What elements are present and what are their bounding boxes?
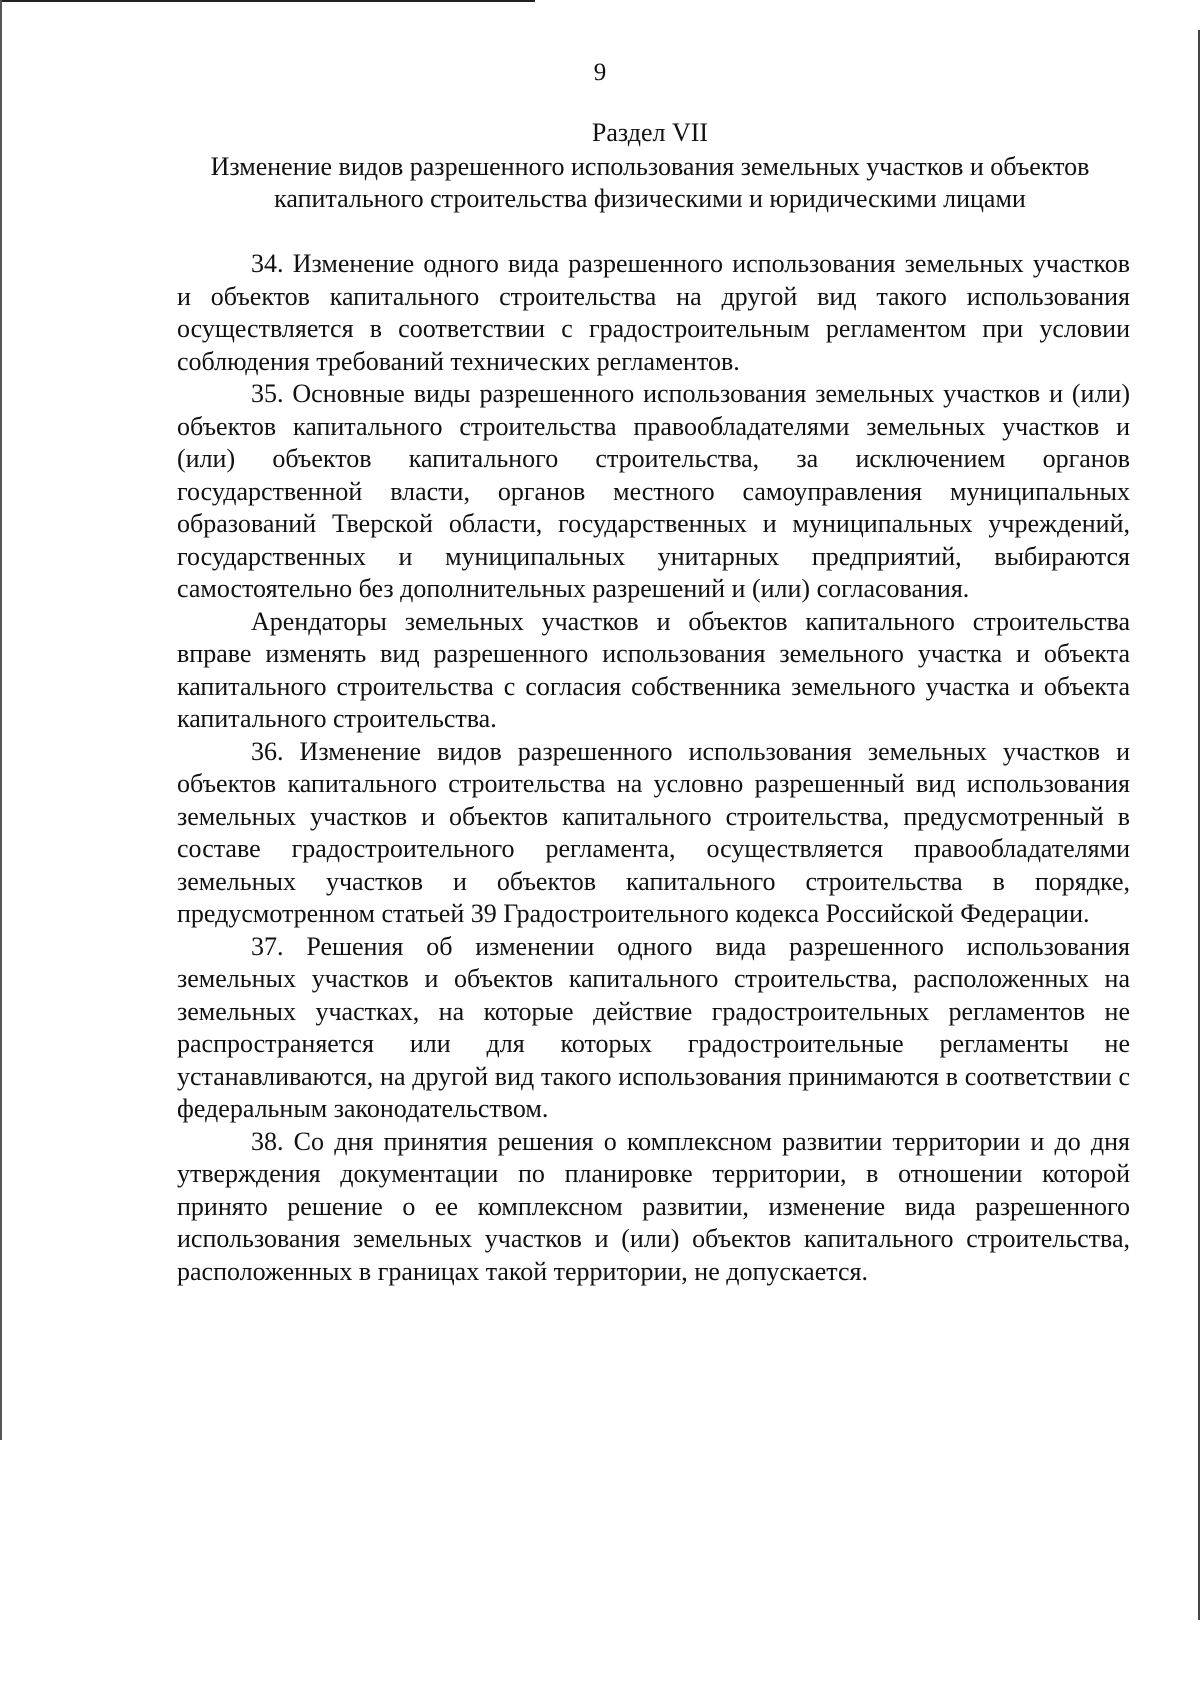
scan-top-edge-line [0, 0, 535, 2]
paragraph-35-tenants: Арендаторы земельных участков и объектов капитального строительства вправе изменять вид разрешенного использования земельного участка и объекта капитального строительства с согласия собственника земельного участка и объекта капитального строительства. [177, 606, 1130, 733]
paragraph-34: 34. Изменение одного вида разрешенного использования земельных участков и объектов капитального строительства на другой вид такого использования осуществляется в соответствии с градостроительным регламентом при условии соблюдения требований технических регламентов. [177, 249, 1130, 376]
scan-left-edge-line [0, 0, 2, 1440]
section-title: Раздел VII [591, 118, 709, 147]
paragraph-35: 35. Основные виды разрешенного использования земельных участков и (или) объектов капитального строительства правообладателями земельных участков и (или) объектов капитального строительства, за исключением органов государственной власти, органов местного самоуправления муниципальных образований Тверской области, государственных и муниципальных учреждений, государственных и муниципальных унитарных предприятий, выбираются самостоятельно без дополнительных разрешений и (или) согласования. [177, 379, 1130, 603]
section-header [170, 117, 1130, 215]
section-subtitle: Изменение видов разрешенного использования земельных участков и объектов капитального строительства физическими и юридическими лицами [210, 152, 1090, 213]
paragraph-38: 38. Со дня принятия решения о комплексном развитии территории и до дня утверждения документации по планировке территории, в отношении которой принято решение о ее комплексном развитии, изменение вида разрешенного использования земельных участков и (или) объектов капитального строительства, расположенных в границах такой территории, не допускается. [177, 1126, 1130, 1286]
document-body [177, 248, 1130, 1288]
paragraph-36: 36. Изменение видов разрешенного использования земельных участков и объектов капитального строительства на условно разрешенный вид использования земельных участков и объектов капитального строительства, предусмотренный в составе градостроительного регламента, осуществляется правообладателями земельных участков и объектов капитального строительства в порядке, предусмотренном статьей 39 Градостроительного кодекса Российской Федерации. [177, 736, 1130, 928]
paragraph-37: 37. Решения об изменении одного вида разрешенного использования земельных участков и объектов капитального строительства, расположенных на земельных участках, на которые действие градостроительных регламентов не распространяется или для которых градостроительные регламенты не устанавливаются, на другой вид такого использования принимаются в соответствии с федеральным законодательством. [177, 931, 1130, 1123]
page-number: 9 [593, 59, 607, 86]
